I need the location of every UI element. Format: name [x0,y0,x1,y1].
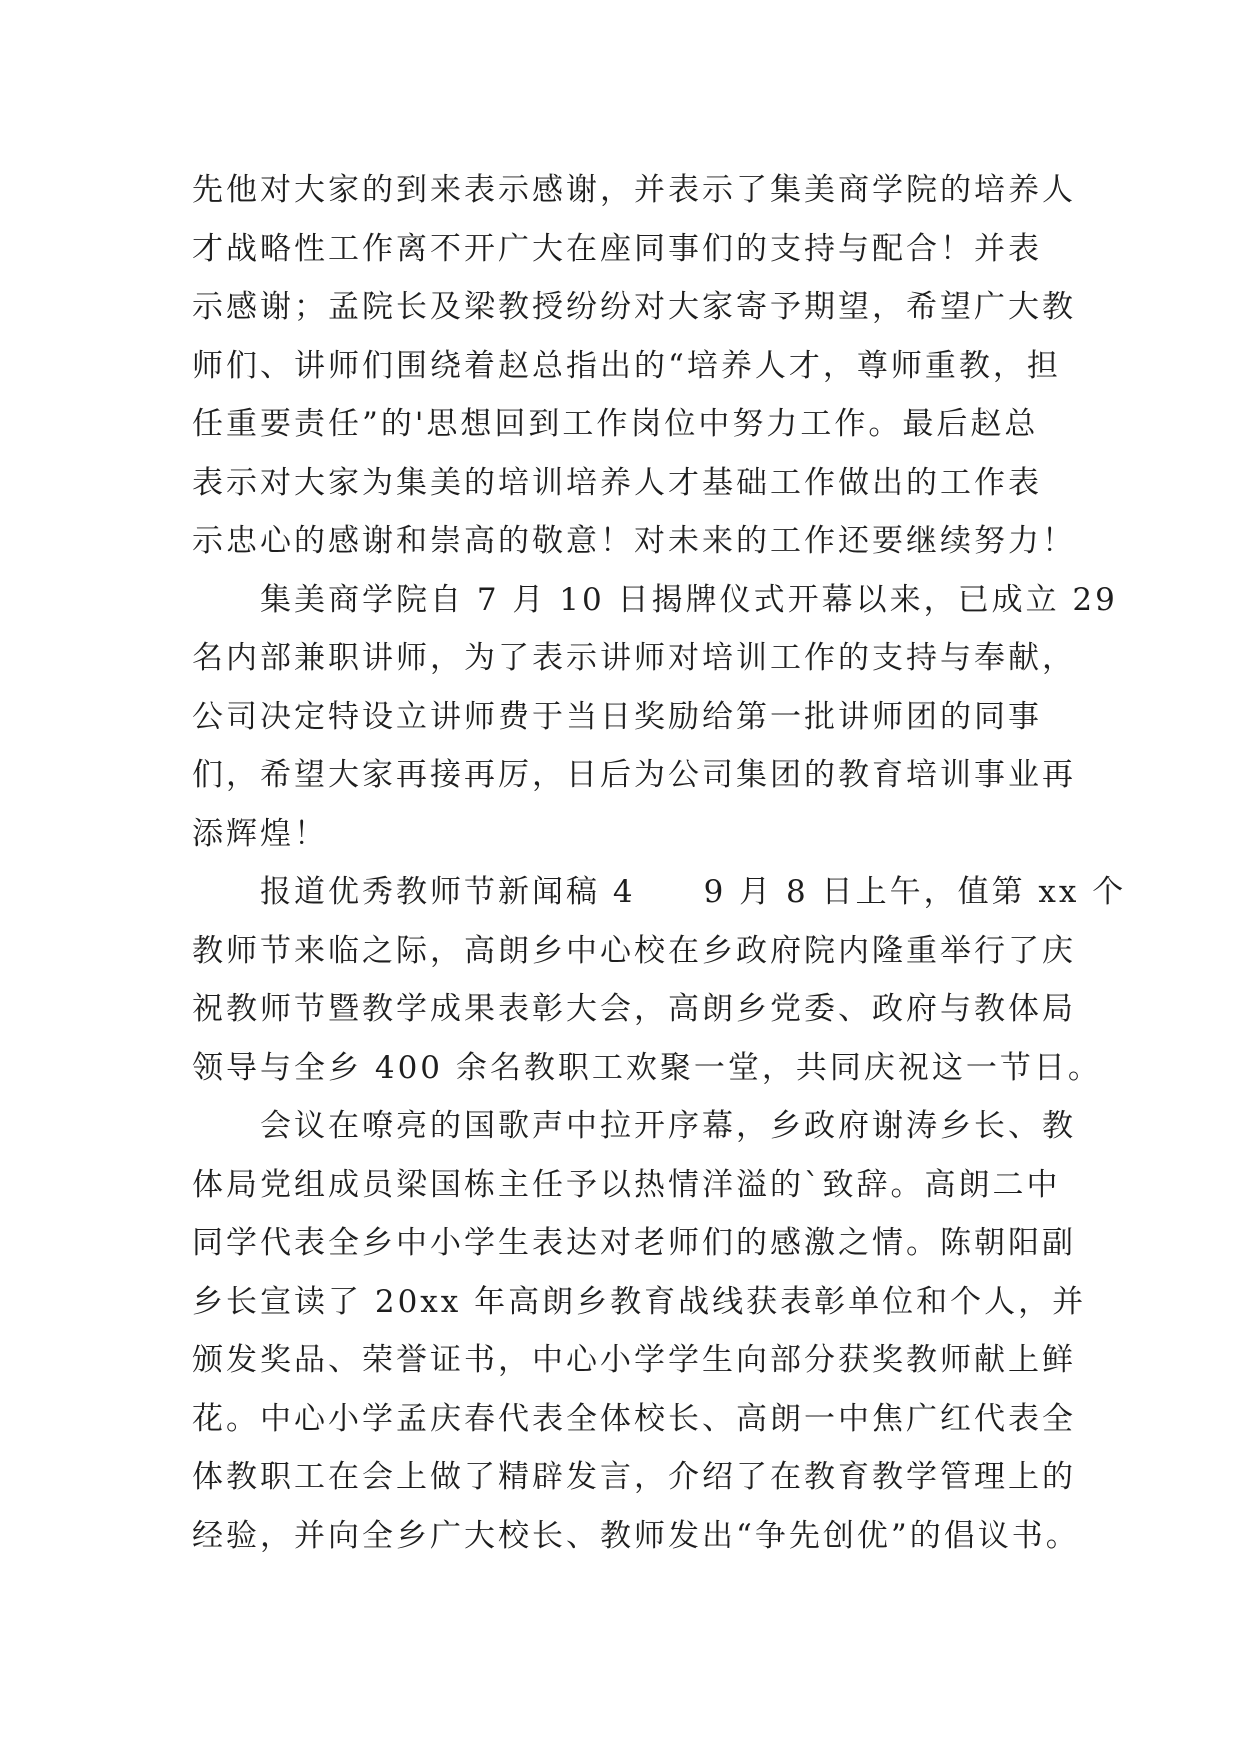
text-line: 同学代表全乡中小学生表达对老师们的感激之情。陈朝阳副 [192,1225,1076,1261]
text-line: 花。中心小学孟庆春代表全体校长、高朗一中焦广红代表全 [192,1400,1076,1437]
text-line: 公司决定特设立讲师费于当日奖励给第一批讲师团的同事 [192,698,1042,735]
text-line: 先他对大家的到来表示感谢，并表示了集美商学院的培养人 [192,172,1076,208]
text-line: 领导与全乡 400 余名教职工欢聚一堂，共同庆祝这一节日。 [192,1049,1102,1086]
text-line: 们，希望大家再接再厉，日后为公司集团的教育培训事业再 [192,757,1076,793]
text-line: 经验，并向全乡广大校长、教师发出“争先创优”的倡议书。 [192,1517,1080,1554]
text-line: 体教职工在会上做了精辟发言，介绍了在教育教学管理上的 [192,1459,1076,1495]
document-body [192,161,1127,1565]
text-line: 示忠心的感谢和崇高的敬意！对未来的工作还要继续努力！ [192,523,1076,559]
text-line: 祝教师节暨教学成果表彰大会，高朗乡党委、政府与教体局 [192,991,1076,1027]
text-line: 才战略性工作离不开广大在座同事们的支持与配合！并表 [192,230,1042,267]
text-line: 表示对大家为集美的培训培养人才基础工作做出的工作表 [192,464,1042,501]
text-line: 师们、讲师们围绕着赵总指出的“培养人才，尊师重教，担 [192,347,1061,384]
text-line: 名内部兼职讲师，为了表示讲师对培训工作的支持与奉献， [192,640,1076,676]
text-line: 任重要责任”的'思想回到工作岗位中努力工作。最后赵总 [192,406,1039,442]
text-line: 集美商学院自 7 月 10 日揭牌仪式开幕以来，已成立 29 [192,581,1118,618]
text-line: 颁发奖品、荣誉证书，中心小学学生向部分获奖教师献上鲜 [192,1342,1076,1378]
text-line: 教师节来临之际，高朗乡中心校在乡政府院内隆重举行了庆 [192,932,1076,969]
text-line: 乡长宣读了 20xx 年高朗乡教育战线获表彰单位和个人，并 [192,1283,1087,1320]
text-line: 体局党组成员梁国栋主任予以热情洋溢的`致辞。高朗二中 [192,1166,1061,1203]
text-line: 报道优秀教师节新闻稿 4 9 月 8 日上午，值第 xx 个 [192,874,1127,910]
text-line: 示感谢；孟院长及梁教授纷纷对大家寄予期望，希望广大教 [192,289,1076,325]
text-line: 会议在嘹亮的国歌声中拉开序幕，乡政府谢涛乡长、教 [192,1108,1076,1144]
text-line: 添辉煌！ [192,815,328,852]
